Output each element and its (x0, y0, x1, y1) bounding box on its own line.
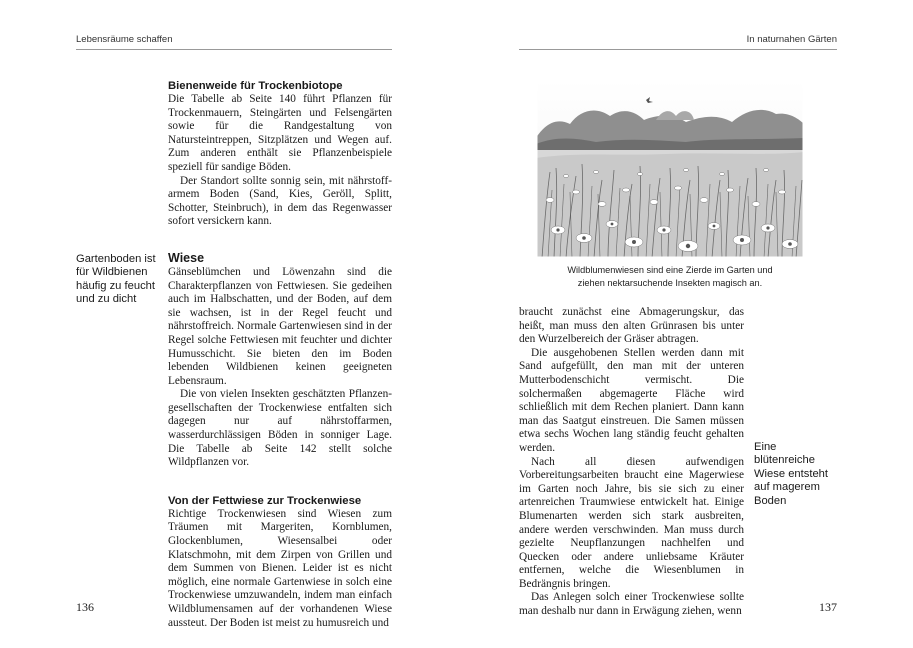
right-page (456, 0, 913, 648)
paragraph: braucht zunächst eine Abmagerungskur, das heißt, man muss den alten Grünrasen bis unter den Wurzelbereich der Gräser abtragen. (519, 306, 744, 346)
paragraph: Die von vielen Insekten geschätzten Pflanzengesellschaften der Trockenwiese entfalten sich dagegen nur auf nährstoffarmen, wasserdurchlässigen Böden in sonniger Lage. Die Tabelle ab Seite 142 stellt solche Wildpflanzen vor. (168, 388, 392, 469)
running-head-right: In naturnahen Gärten (746, 34, 837, 45)
margin-note-left: Gartenboden ist für Wildbienen häufig zu feucht und zu dicht (76, 253, 156, 306)
header-rule-right (519, 49, 837, 50)
paragraph: Gänseblümchen und Löwenzahn sind die Charakterpflanzen von Fettwiesen. Sie gedeihen auch im Halbschatten, und der Boden, auf dem sie wachsen, ist in der Regel feucht und nährstoffreich. Normale Gartenwiesen sind in der Regel solche Fettwiesen mit feuchter und dichter Humusschicht. Sie bieten den im Boden lebenden Wildbienen keinen geeigneten Lebensraum. (168, 265, 392, 387)
paragraph: Richtige Trockenwiesen sind Wiesen zum Träumen mit Margeriten, Kornblumen, Glockenblumen, Wiesensalbei oder Klatschmohn, mit dem Zirpen von Grillen und dem Summen von Bienen. Leider ist es nicht möglich, eine normale Gartenwiese in solch eine Trockenwiese umzuwandeln, indem man einfach Wildblumensamen auf der vorhandenen Wiese aussteut. Der Boden ist meist zu humusreich und (168, 507, 392, 629)
section-heading-trockenbiotope: Bienenweide für Trockenbiotope (168, 80, 343, 92)
left-main-column (168, 79, 392, 630)
paragraph: Der Standort sollte sonnig sein, mit nährstoffarmem Boden (Sand, Kies, Geröll, Splitt, Schotter, Steinbruch), in dem das Regenwasser sofort versickern kann. (168, 174, 392, 228)
caption-line: Wildblumenwiesen sind eine Zierde im Garten und (567, 265, 773, 275)
caption-line: ziehen nektarsuchende Insekten magisch an. (577, 278, 763, 288)
running-head-left: Lebensräume schaffen (76, 34, 173, 45)
section-heading-fettwiese: Von der Fettwiese zur Trockenwiese (168, 494, 362, 507)
page-number-left: 136 (76, 600, 94, 614)
header-rule-left (76, 49, 392, 50)
paragraph: Die Tabelle ab Seite 140 führt Pflanzen für Trockenmauern, Steingärten und Felsengärten sowie für die Randgestaltung von Natursteintreppen, Sitzplätzen und Wegen auf. Zum anderen enthält sie Pflanzenbeispiele speziell für sandige Böden. (168, 93, 392, 173)
margin-note-right: Eine blütenreiche Wiese entsteht auf magerem Boden (754, 441, 828, 507)
section-heading-wiese: Wiese (168, 250, 205, 265)
figure-caption (539, 264, 801, 290)
paragraph: Nach all diesen aufwendigen Vorbereitungsarbeiten braucht eine Magerwiese im Garten noch Jahre, bis sie sich zu einer artenreichen Traumwiese entwickelt hat. Einige Blumenarten werden sich stark ausbreiten, andere werden verschwinden. Man muss durch gezielte Neupflanzungen nachhelfen und Quecken oder andere unliebsame Kräuter entfernen, welche die Wiesenblumen in Bedrängnis bringen. (519, 455, 744, 590)
right-main-column (519, 306, 744, 619)
paragraph: Die ausgehobenen Stellen werden dann mit Sand aufgefüllt, den man mit der unteren Mutterbodenschicht vermischt. Die solchermaßen abgemagerte Fläche wird schließlich mit dem Rechen planiert. Dann kann man das Saatgut einstreuen. Die Samen müssen etwa sechs Wochen lang ständig feucht gehalten werden. (519, 346, 744, 454)
left-page (0, 0, 456, 648)
page-number-right: 137 (819, 600, 837, 614)
paragraph: Das Anlegen solch einer Trockenwiese sollte man deshalb nur dann in Erwägung ziehen, wenn (519, 591, 744, 618)
wildflower-meadow-drawing-icon (536, 80, 804, 258)
